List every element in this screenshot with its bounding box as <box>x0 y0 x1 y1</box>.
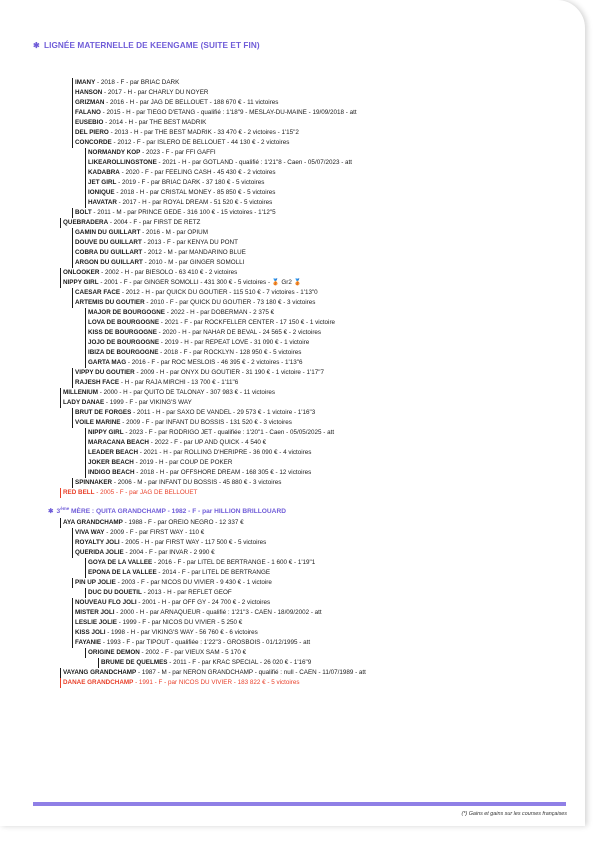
horse-details: - 2020 - F - par FEELING CASH - 45 430 € - 2 victoires <box>119 169 276 176</box>
horse-name: ONLOOKER <box>63 269 100 276</box>
pedigree-entry <box>85 358 302 368</box>
horse-details: - 2016 - F - par ROC MESLOIS - 46 395 € - 2 victoires - 1'13"6 <box>126 359 303 366</box>
horse-details: - 2020 - H - par NAHAR DE BEVAL - 24 565 € - 2 victoires <box>156 329 322 336</box>
horse-details: - 1998 - H - par VIKING'S WAY - 56 760 € - 6 victoires <box>105 629 258 636</box>
pedigree-entry <box>72 88 208 98</box>
horse-details: - 2004 - F - par FIRST DE RETZ <box>108 219 201 226</box>
horse-name: BRUME DE QUELMES <box>101 659 168 666</box>
pedigree-entry <box>85 178 264 188</box>
horse-details: - 2006 - M - par INFANT DU BOSSIS - 45 880 € - 3 victoires <box>112 479 282 486</box>
horse-details: - 1987 - M - par NERON GRANDCHAMP - qualifié : null - CAEN - 11/07/1989 - att <box>136 669 366 676</box>
horse-name: ORIGINE DEMON <box>88 649 140 656</box>
star-icon: ✱ <box>48 508 54 516</box>
horse-name: KISS DE BOURGOGNE <box>88 329 157 336</box>
horse-details: - 2017 - H - par ROYAL DREAM - 51 520 € - 5 victoires <box>116 199 273 206</box>
ordinal-suffix: ème <box>60 506 70 511</box>
pedigree-entry <box>60 388 275 398</box>
horse-name: LADY DANAE <box>63 399 105 406</box>
pedigree-entry <box>72 258 244 268</box>
horse-name: EPONA DE LA VALLEE <box>88 569 157 576</box>
horse-name: AYA GRANDCHAMP <box>63 519 123 526</box>
horse-details: - 2021 - H - par ROLLING D'HERIPRE - 36 090 € - 4 victoires <box>138 449 312 456</box>
horse-name: LESLIE JOLIE <box>75 619 117 626</box>
horse-details: - 2014 - H - par THE BEST MADRIK <box>103 119 207 126</box>
pedigree-entry <box>85 148 216 158</box>
horse-details: - 1999 - F - par NICOS DU VIVIER - 5 250 € <box>117 619 243 626</box>
horse-details: - 2010 - M - par GINGER SOMOLLI <box>142 259 245 266</box>
horse-name: RED BELL <box>63 489 95 496</box>
pedigree-entry <box>60 488 197 498</box>
pedigree-entry <box>72 608 322 618</box>
horse-name: COBRA DU GUILLART <box>75 249 143 256</box>
horse-name: BRUT DE FORGES <box>75 409 132 416</box>
horse-name: VAYANG GRANDCHAMP <box>63 669 137 676</box>
horse-name: JOJO DE BOURGOGNE <box>88 339 160 346</box>
pedigree-entry <box>72 228 208 238</box>
pedigree-entry <box>85 448 311 458</box>
horse-name: PIN UP JOLIE <box>75 579 116 586</box>
pedigree-entry <box>85 168 276 178</box>
third-mother-heading <box>48 504 286 514</box>
pedigree-entry <box>72 578 272 588</box>
horse-name: FAYANIE <box>75 639 102 646</box>
horse-name: QUEBRADERA <box>63 219 109 226</box>
pedigree-entry <box>85 438 266 448</box>
pedigree-entry <box>85 198 272 208</box>
horse-name: SPINNAKER <box>75 479 113 486</box>
horse-name: MARACANA BEACH <box>88 439 149 446</box>
pedigree-entry <box>72 288 318 298</box>
pedigree-entry <box>72 638 310 648</box>
footnote: (*) Gains et gains sur les courses françaises <box>461 811 567 817</box>
horse-name: LOVA DE BOURGOGNE <box>88 319 160 326</box>
pedigree-entry <box>72 528 204 538</box>
pedigree-entry <box>85 328 321 338</box>
horse-name: ARGON DU GUILLART <box>75 259 143 266</box>
pedigree-entry <box>72 378 238 388</box>
pedigree-entry <box>72 78 179 88</box>
horse-name: BOLT <box>75 209 92 216</box>
horse-name: MAJOR DE BOURGOGNE <box>88 309 165 316</box>
horse-details: - 2012 - F - par ISLERO DE BELLOUET - 44 130 € - 2 victoires <box>111 139 290 146</box>
horse-name: CONCORDE <box>75 139 112 146</box>
pedigree-entry <box>85 308 274 318</box>
horse-details: - 2001 - H - par OFF GY - 24 700 € - 2 victoires <box>136 599 271 606</box>
pedigree-entry <box>72 98 278 108</box>
horse-name: GAMIN DU GUILLART <box>75 229 141 236</box>
horse-name: NIPPY GIRL <box>88 429 124 436</box>
horse-details: - 2016 - F - par LITEL DE BERTRANGE - 1 600 € - 1'19"1 <box>152 559 316 566</box>
pedigree-entry <box>72 478 281 488</box>
horse-name: DEL PIERO <box>75 129 109 136</box>
horse-name: EUSEBIO <box>75 119 104 126</box>
horse-details: - 2023 - F - par RODRIGO JET - qualifiée : 1'20"1 - Caen - 05/05/2025 - att <box>123 429 335 436</box>
horse-name: ROYALTY JOLI <box>75 539 120 546</box>
pedigree-entry <box>60 678 300 688</box>
pedigree-entry <box>85 188 275 198</box>
section-title: LIGNÉE MATERNELLE DE KEENGAME (SUITE ET FIN) <box>43 41 260 50</box>
horse-details: - 2013 - F - par KENYA DU PONT <box>141 239 238 246</box>
horse-details: - 1991 - F - par NICOS DU VIVIER - 183 822 € - 5 victoires <box>133 679 300 686</box>
horse-name: KISS JOLI <box>75 629 106 636</box>
third-mother-title: MÈRE : QUITA GRANDCHAMP - 1982 - F - par HILLION BRILLOUARD <box>69 508 286 516</box>
horse-name: ARTEMIS DU GOUTIER <box>75 299 145 306</box>
horse-details: - 2013 - H - par REFLET GEOF <box>141 589 232 596</box>
pedigree-entry <box>85 588 232 598</box>
footer-divider <box>33 802 566 806</box>
horse-details: - 2003 - F - par NICOS DU VIVIER - 9 430 € - 1 victoire <box>115 579 272 586</box>
horse-name: MISTER JOLI <box>75 609 115 616</box>
pedigree-entry <box>60 668 366 678</box>
horse-name: RAJESH FACE <box>75 379 120 386</box>
pedigree-entry <box>72 138 289 148</box>
horse-name: JET GIRL <box>88 179 117 186</box>
horse-details: - 2012 - H - par QUICK DU GOUTIER - 115 510 € - 7 victoires - 1'13"0 <box>120 289 318 296</box>
horse-details: - 2000 - H - par QUITO DE TALONAY - 307 983 € - 11 victoires <box>97 389 276 396</box>
horse-details: - 2019 - H - par REPEAT LOVE - 31 090 € - 1 victoire <box>159 339 310 346</box>
pedigree-entry <box>72 538 266 548</box>
horse-details: - 2001 - F - par GINGER SOMOLLI - 431 300 € - 5 victoires - 🥉 Gr2 🥉 <box>98 279 302 286</box>
horse-details: - 2016 - H - par JAG DE BELLOUET - 188 670 € - 11 victoires <box>104 99 279 106</box>
pedigree-entry <box>60 518 244 528</box>
horse-name: IMANY <box>75 79 96 86</box>
horse-name: GARTA MAG <box>88 359 127 366</box>
horse-details: - 2002 - H - par BIESOLO - 63 410 € - 2 victoires <box>99 269 238 276</box>
pedigree-entry <box>85 558 315 568</box>
horse-details: - 2002 - F - par VIEUX SAM - 5 170 € <box>139 649 247 656</box>
horse-details: - 1988 - F - par OREIO NEGRO - 12 337 € <box>122 519 244 526</box>
horse-name: NORMANDY KOP <box>88 149 141 156</box>
horse-details: - 2021 - H - par GOTLAND - qualifié : 1'21"8 - Caen - 05/07/2023 - att <box>156 159 353 166</box>
pedigree-entry <box>72 408 315 418</box>
horse-name: VIVA WAY <box>75 529 105 536</box>
horse-details: - 2014 - F - par LITEL DE BERTRANGE <box>156 569 271 576</box>
horse-details: - 2005 - H - par FIRST WAY - 117 500 € - 5 victoires <box>119 539 267 546</box>
pedigree-entry <box>72 128 299 138</box>
horse-details: - 2017 - H - par CHARLY DU NOYER <box>102 89 209 96</box>
star-icon: ✱ <box>33 41 40 50</box>
horse-name: GRIZMAN <box>75 99 105 106</box>
pedigree-entry <box>72 208 276 218</box>
pedigree-entry <box>60 268 237 278</box>
pedigree-entry <box>72 548 215 558</box>
horse-name: IONIQUE <box>88 189 115 196</box>
horse-details: - 2021 - F - par ROCKFELLER CENTER - 17 150 € - 1 victoire <box>159 319 336 326</box>
horse-details: - 2022 - F - par UP AND QUICK - 4 540 € <box>148 439 267 446</box>
pedigree-entry <box>85 338 309 348</box>
horse-name: VIPPY DU GOUTIER <box>75 369 135 376</box>
pedigree-entry <box>60 278 301 288</box>
pedigree-entry <box>60 218 200 228</box>
horse-details: - 2004 - F - par INVAR - 2 990 € <box>123 549 215 556</box>
horse-name: CAESAR FACE <box>75 289 121 296</box>
horse-details: - 2018 - F - par BRIAC DARK <box>95 79 180 86</box>
horse-details: - 2018 - H - par OFFSHORE DREAM - 168 305 € - 12 victoires <box>134 469 312 476</box>
horse-name: DANAE GRANDCHAMP <box>63 679 134 686</box>
horse-details: - 2019 - F - par BRIAC DARK - 37 180 € - 5 victoires <box>116 179 265 186</box>
horse-name: VOILE MARINE <box>75 419 121 426</box>
pedigree-entry <box>98 658 311 668</box>
pedigree-entry <box>72 368 324 378</box>
horse-details: - 2018 - F - par ROCKLYN - 128 950 € - 5 victoires <box>158 349 302 356</box>
pedigree-entry <box>72 598 270 608</box>
horse-details: - 2015 - H - par TIEGO D'ETANG - qualifié : 1'18"9 - MESLAY-DU-MAINE - 19/09/2018 - att <box>100 109 357 116</box>
horse-name: JOKER BEACH <box>88 459 134 466</box>
horse-name: FALANO <box>75 109 101 116</box>
pedigree-entry <box>85 348 301 358</box>
pedigree-entry <box>72 238 238 248</box>
pedigree-entry <box>85 158 352 168</box>
horse-details: - 2000 - H - par ARNAQUEUR - qualifié : 1'21"3 - CAEN - 18/09/2002 - att <box>114 609 322 616</box>
horse-details: - 2022 - H - par DOBERMAN - 2 375 € <box>164 309 275 316</box>
pedigree-entry <box>72 108 357 118</box>
horse-name: QUERIDA JOLIE <box>75 549 124 556</box>
horse-details: - 2011 - H - par SAXO DE VANDEL - 29 573 € - 1 victoire - 1'16"3 <box>131 409 316 416</box>
horse-name: NIPPY GIRL <box>63 279 99 286</box>
horse-name: KADABRA <box>88 169 120 176</box>
horse-name: INDIGO BEACH <box>88 469 135 476</box>
horse-name: IBIZA DE BOURGOGNE <box>88 349 159 356</box>
pedigree-entry <box>85 568 270 578</box>
pedigree-entry <box>85 468 311 478</box>
pedigree-entry <box>60 398 192 408</box>
horse-name: LEADER BEACH <box>88 449 139 456</box>
horse-name: DUC DU DOUETIL <box>88 589 142 596</box>
horse-details: - 2013 - H - par THE BEST MADRIK - 33 470 € - 2 victoires - 1'15"2 <box>108 129 299 136</box>
horse-details: - 1999 - F - par VIKING'S WAY <box>104 399 192 406</box>
horse-details: - 2005 - F - par JAG DE BELLOUET <box>94 489 198 496</box>
pedigree-entry <box>72 298 315 308</box>
pedigree-entry <box>85 458 232 468</box>
horse-details: - 1993 - F - par TIPOUT - qualifiée : 1'22"3 - GROSBOIS - 01/12/1995 - att <box>101 639 311 646</box>
pedigree-entry <box>72 418 292 428</box>
pedigree-entry <box>85 648 246 658</box>
pedigree-entry <box>72 118 206 128</box>
horse-details: - 2018 - H - par CRISTAL MONEY - 85 850 € - 5 victoires <box>114 189 276 196</box>
horse-name: GOYA DE LA VALLEE <box>88 559 153 566</box>
horse-details: - 2019 - H - par COUP DE POKER <box>133 459 233 466</box>
horse-details: - 2009 - F - par FIRST WAY - 110 € <box>104 529 205 536</box>
horse-details: - 2009 - F - par INFANT DU BOSSIS - 131 520 € - 3 victoires <box>120 419 292 426</box>
pedigree-entry <box>72 628 258 638</box>
pedigree-entry <box>72 248 246 258</box>
horse-name: MILLENIUM <box>63 389 98 396</box>
horse-details: - 2016 - M - par OPIUM <box>140 229 208 236</box>
pedigree-entry <box>85 428 334 438</box>
horse-name: LIKEAROLLINGSTONE <box>88 159 157 166</box>
horse-details: - 2009 - H - par ONYX DU GOUTIER - 31 190 € - 1 victoire - 1'17"7 <box>134 369 324 376</box>
pedigree-entry <box>85 318 335 328</box>
horse-name: HAVATAR <box>88 199 117 206</box>
horse-details: - 2011 - F - par KRAC SPECIAL - 26 020 € - 1'16"9 <box>167 659 312 666</box>
horse-details: - 2023 - F - par FFI GAFFI <box>140 149 216 156</box>
horse-details: - H - par RAJA MIRCHI - 13 700 € - 1'11"6 <box>119 379 239 386</box>
horse-name: HANSON <box>75 89 103 96</box>
horse-name: DOUVE DU GUILLART <box>75 239 142 246</box>
horse-details: - 2011 - M - par PRINCE GEDE - 316 100 € - 15 victoires - 1'12"5 <box>91 209 276 216</box>
horse-details: - 2010 - F - par QUICK DU GOUTIER - 73 180 € - 3 victoires <box>144 299 316 306</box>
pedigree-entry <box>72 618 242 628</box>
horse-details: - 2012 - M - par MANDARINO BLUE <box>142 249 246 256</box>
ordinal: 3 <box>56 508 61 516</box>
horse-name: NOUVEAU FLO JOLI <box>75 599 137 606</box>
